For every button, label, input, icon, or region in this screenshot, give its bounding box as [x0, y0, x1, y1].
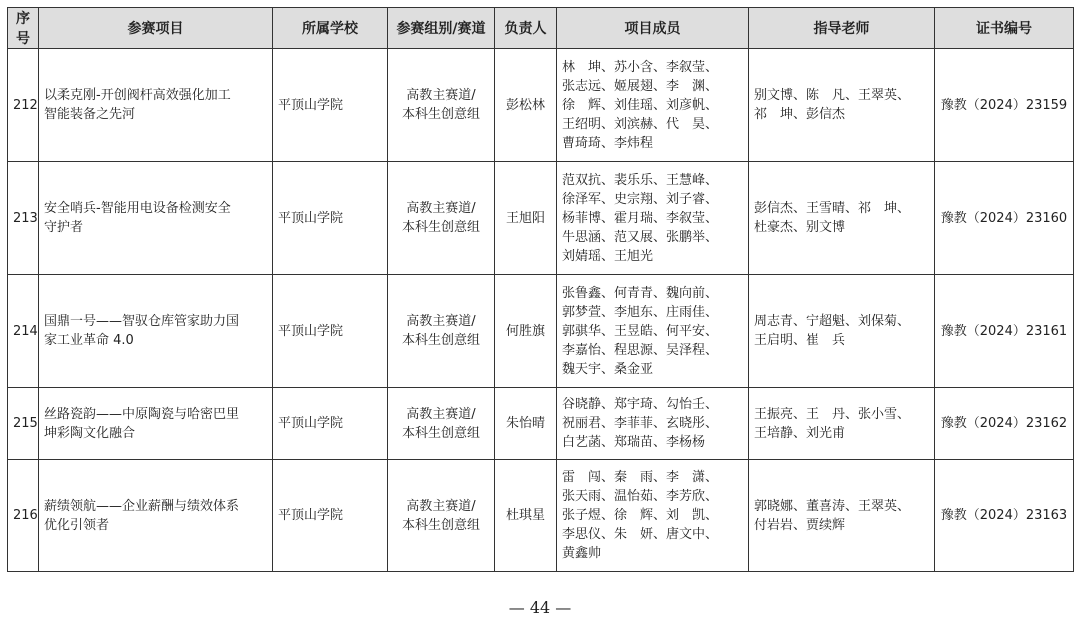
cell-group — [388, 162, 495, 275]
cell-leader: 王旭阳 — [495, 162, 557, 275]
cell-project-line: 薪绩领航——企业薪酬与绩效体系 — [44, 498, 240, 514]
cell-group-line: 高教主赛道/ — [406, 88, 476, 103]
cell-members — [557, 388, 749, 460]
cell-group — [388, 460, 495, 572]
cell-teachers-line: 王启明、崔 兵 — [754, 333, 846, 348]
cell-members — [557, 49, 749, 162]
cell-members-line: 白艺菡、郑瑞苗、李杨杨 — [562, 435, 706, 450]
table-row — [8, 460, 1074, 572]
cell-members-line: 祝丽君、李菲菲、玄晓彤、 — [562, 416, 719, 431]
cell-group-line: 本科生创意组 — [401, 425, 480, 441]
cell-members-line: 张志远、姬展翅、李 渊、 — [562, 78, 719, 94]
header-project: 参赛项目 — [39, 8, 273, 49]
cell-leader: 朱怡晴 — [495, 388, 557, 460]
cell-school: 平顶山学院 — [273, 275, 388, 388]
table-row — [8, 388, 1074, 460]
cell-teachers-line: 别文博、陈 凡、王翠英、 — [754, 88, 911, 103]
cell-group-line: 高教主赛道/ — [406, 406, 476, 422]
cell-project — [39, 162, 273, 275]
cell-leader: 彭松林 — [495, 49, 557, 162]
cell-group-line: 本科生创意组 — [401, 107, 480, 122]
cell-project-line: 智能装备之先河 — [44, 107, 136, 122]
cell-members-line: 李嘉怡、程思源、吴泽程、 — [562, 342, 719, 358]
cell-group-line: 高教主赛道/ — [406, 201, 476, 216]
awards-table — [7, 7, 1074, 572]
cell-members-line: 林 坤、苏小含、李叙莹、 — [562, 59, 719, 75]
cell-group-line: 高教主赛道/ — [406, 498, 476, 514]
cell-members-line: 徐 辉、刘佳瑶、刘彦帆、 — [562, 97, 719, 113]
cell-no: 213 — [8, 162, 39, 275]
cell-no: 212 — [8, 49, 39, 162]
cell-teachers — [749, 388, 935, 460]
cell-members-line: 王绍明、刘滨赫、代 昊、 — [562, 116, 719, 132]
cell-members-line: 黄鑫帅 — [562, 546, 602, 561]
cell-members-line: 李思仪、朱 妍、唐文中、 — [562, 527, 719, 542]
cell-project — [39, 49, 273, 162]
cell-group — [388, 49, 495, 162]
cell-members-line: 张鲁鑫、何青青、魏向前、 — [562, 285, 719, 301]
cell-school: 平顶山学院 — [273, 162, 388, 275]
cell-no: 215 — [8, 388, 39, 460]
cell-cert: 豫教（2024）23161 — [935, 275, 1074, 388]
cell-cert: 豫教（2024）23160 — [935, 162, 1074, 275]
cell-members — [557, 275, 749, 388]
cell-members — [557, 460, 749, 572]
table-row — [8, 162, 1074, 275]
cell-no: 214 — [8, 275, 39, 388]
cell-group-line: 本科生创意组 — [401, 517, 480, 533]
cell-teachers-line: 王培静、刘光甫 — [754, 425, 846, 441]
cell-members-line: 魏天宇、桑金亚 — [562, 361, 654, 377]
cell-members-line: 张子煜、徐 辉、刘 凯、 — [562, 508, 719, 523]
header-cert: 证书编号 — [935, 8, 1074, 49]
cell-group-line: 高教主赛道/ — [406, 314, 476, 329]
cell-project — [39, 460, 273, 572]
cell-members-line: 范双抗、裴乐乐、王慧峰、 — [562, 172, 719, 188]
cell-teachers-line: 付岩岩、贾续辉 — [754, 517, 846, 533]
cell-members-line: 牛思涵、范又展、张鹏举、 — [562, 229, 719, 245]
cell-teachers — [749, 460, 935, 572]
cell-project-line: 安全哨兵-智能用电设备检测安全 — [44, 201, 231, 216]
cell-project-line: 坤彩陶文化融合 — [44, 425, 136, 441]
cell-teachers — [749, 275, 935, 388]
cell-project-line: 国鼎一号——智驭仓库管家助力国 — [44, 314, 240, 329]
header-group: 参赛组别/赛道 — [388, 8, 495, 49]
cell-members-line: 雷 闯、秦 雨、李 潇、 — [562, 470, 719, 485]
cell-cert: 豫教（2024）23162 — [935, 388, 1074, 460]
cell-teachers — [749, 162, 935, 275]
cell-teachers-line: 杜豪杰、别文博 — [754, 220, 846, 235]
cell-leader: 何胜旗 — [495, 275, 557, 388]
cell-project-line: 以柔克刚-开创阀杆高效强化加工 — [44, 88, 231, 103]
cell-group-line: 本科生创意组 — [401, 333, 480, 348]
header-members: 项目成员 — [557, 8, 749, 49]
cell-group-line: 本科生创意组 — [401, 220, 480, 235]
cell-project — [39, 388, 273, 460]
table-row — [8, 275, 1074, 388]
cell-project-line: 丝路瓷韵——中原陶瓷与哈密巴里 — [44, 406, 240, 422]
cell-teachers-line: 彭信杰、王雪晴、祁 坤、 — [754, 201, 911, 216]
header-school: 所属学校 — [273, 8, 388, 49]
cell-project-line: 优化引领者 — [44, 517, 110, 533]
cell-members-line: 曹琦琦、李炜程 — [562, 135, 654, 151]
header-no: 序号 — [8, 8, 39, 49]
header-row — [8, 8, 1074, 49]
table-row — [8, 49, 1074, 162]
cell-members-line: 刘婧瑶、王旭光 — [562, 248, 654, 264]
cell-members-line: 郭骐华、王昱皓、何平安、 — [562, 323, 719, 339]
cell-leader: 杜琪星 — [495, 460, 557, 572]
cell-no: 216 — [8, 460, 39, 572]
cell-members-line: 徐泽军、史宗翔、刘子睿、 — [562, 191, 719, 207]
cell-school: 平顶山学院 — [273, 49, 388, 162]
cell-cert: 豫教（2024）23163 — [935, 460, 1074, 572]
page-number: — 44 — — [508, 598, 572, 617]
cell-members-line: 张天雨、温怡茹、李芳欣、 — [562, 489, 719, 504]
header-leader: 负责人 — [495, 8, 557, 49]
cell-teachers-line: 郭晓娜、董喜涛、王翠英、 — [754, 498, 911, 514]
cell-group — [388, 275, 495, 388]
cell-school: 平顶山学院 — [273, 388, 388, 460]
cell-teachers — [749, 49, 935, 162]
cell-project — [39, 275, 273, 388]
cell-teachers-line: 周志青、宁超魁、刘保菊、 — [754, 314, 911, 329]
cell-cert: 豫教（2024）23159 — [935, 49, 1074, 162]
cell-members-line: 谷晓静、郑宇琦、勾怡壬、 — [562, 397, 719, 412]
cell-school: 平顶山学院 — [273, 460, 388, 572]
cell-members — [557, 162, 749, 275]
cell-teachers-line: 祁 坤、彭信杰 — [754, 107, 846, 122]
header-teachers: 指导老师 — [749, 8, 935, 49]
cell-project-line: 守护者 — [44, 220, 84, 235]
cell-teachers-line: 王振亮、王 丹、张小雪、 — [754, 406, 911, 422]
cell-project-line: 家工业革命 4.0 — [44, 333, 134, 348]
cell-group — [388, 388, 495, 460]
cell-members-line: 杨菲博、霍月瑞、李叙莹、 — [562, 210, 719, 226]
cell-members-line: 郭梦萱、李旭东、庄雨佳、 — [562, 304, 719, 320]
